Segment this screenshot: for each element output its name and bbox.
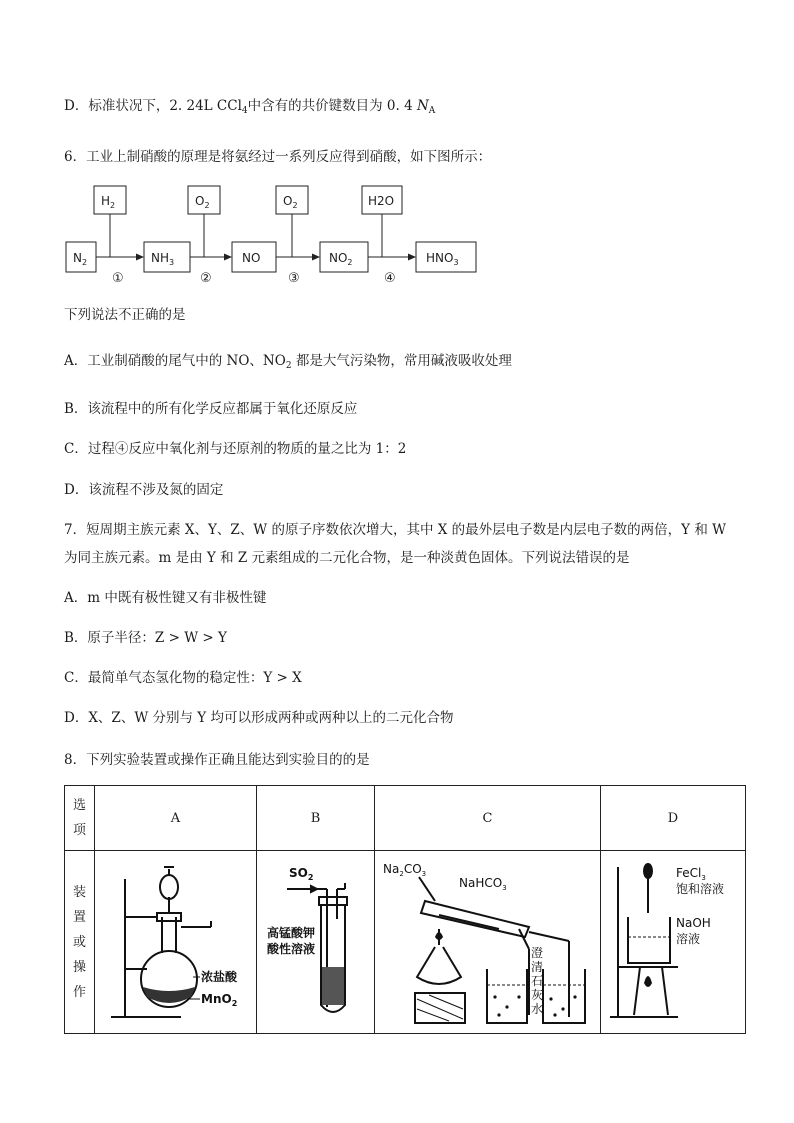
svg-text:NaHCO3: NaHCO$_3$ — [458, 876, 507, 892]
svg-text:浓盐酸: 浓盐酸 — [200, 970, 237, 984]
svg-text:NO: NO — [242, 251, 261, 265]
q5-option-d-na-sub: A — [428, 106, 436, 116]
column-c-header: C — [375, 786, 601, 851]
q5-option-d-text: D．标准状况下，2. 24L CCl — [64, 98, 242, 114]
svg-text:饱和溶液: 饱和溶液 — [676, 882, 725, 896]
apparatus-a-cell — [95, 851, 257, 1034]
apparatus-c-cell — [375, 851, 601, 1034]
q8-apparatus-row — [65, 851, 746, 1034]
q6-stem: 6．工业上制硝酸的原理是将氨经过一系列反应得到硝酸，如下图所示： — [64, 149, 492, 165]
svg-text:NH3: $NH_3$ — [151, 251, 175, 267]
step-3: ③ — [288, 271, 300, 284]
svg-text:灰: 灰 — [530, 988, 543, 1002]
svg-text:NO2: $NO_2$ — [329, 251, 353, 267]
svg-text:酸性溶液: 酸性溶液 — [266, 942, 315, 956]
q7-stem-line1: 7．短周期主族元素 X、Y、Z、W 的原子序数依次增大，其中 X 的最外层电子数是内层电子数的两倍，Y 和 W — [64, 522, 727, 538]
step-4: ④ — [384, 271, 396, 284]
svg-text:SO2: $SO_2$ — [288, 866, 313, 882]
apparatus-c-heating-diagram — [379, 857, 597, 1027]
svg-text:MnO2: MnO$_2$ — [200, 992, 237, 1008]
q5-option-d-sub: 4 — [241, 106, 248, 116]
apparatus-d-beaker-diagram — [604, 857, 742, 1027]
q6-option-a: A．工业制硝酸的尾气中的 NO、$NO_2$ 都是大气污染物，常用碱液吸收处理 — [64, 353, 512, 371]
q6-question: 下列说法不正确的是 — [64, 307, 186, 323]
header-label-cell: 选 项 — [65, 786, 95, 851]
svg-text:水: 水 — [530, 1002, 543, 1016]
q7-option-a: A．m 中既有极性键又有非极性键 — [64, 590, 267, 606]
q6-option-b: B．该流程中的所有化学反应都属于氧化还原反应 — [64, 401, 358, 417]
svg-text:Na2CO3: $Na_2CO_3$ — [382, 862, 426, 878]
q8-options-table — [64, 785, 746, 1034]
svg-text:清: 清 — [530, 960, 543, 974]
svg-text:溶液: 溶液 — [676, 932, 701, 946]
step-2: ② — [200, 271, 212, 284]
svg-text:H2O: H2O — [368, 194, 395, 208]
apparatus-a-flask-diagram — [101, 857, 251, 1027]
apparatus-b-cell — [257, 851, 375, 1034]
q6-option-d: D．该流程不涉及氮的固定 — [64, 482, 224, 498]
step-1: ① — [112, 271, 124, 284]
svg-text:N2: $N_2$ — [73, 251, 88, 267]
svg-text:H2: $H_2$ — [101, 194, 116, 210]
q6-option-c: C．过程④反应中氧化剂与还原剂的物质的量之比为 1：2 — [64, 441, 407, 457]
column-d-header: D — [601, 786, 746, 851]
svg-text:NaOH: NaOH — [676, 916, 711, 930]
q5-option-d-na: N — [416, 98, 429, 114]
svg-text:高锰酸钾: 高锰酸钾 — [266, 926, 315, 940]
q7-option-d: D．X、Z、W 分别与 Y 均可以形成两种或两种以上的二元化合物 — [64, 710, 454, 726]
svg-text:澄: 澄 — [530, 946, 543, 960]
row-label-cell: 装 置 或 操 作 — [65, 851, 95, 1034]
svg-text:O2: $O_2$ — [195, 194, 210, 210]
column-a-header: A — [95, 786, 257, 851]
column-b-header: B — [257, 786, 375, 851]
svg-text:HNO3: $HNO_3$ — [426, 251, 459, 267]
q7-stem-line2: 为同主族元素。m 是由 Y 和 Z 元素组成的二元化合物，是一种淡黄色固体。下列说法错误的是 — [64, 550, 630, 566]
svg-text:O2: $O_2$ — [283, 194, 298, 210]
q5-option-d — [64, 97, 435, 120]
q7-option-b: B．原子半径：Z > W > Y — [64, 630, 227, 646]
apparatus-d-cell — [601, 851, 746, 1034]
q8-stem: 8．下列实验装置或操作正确且能达到实验目的的是 — [64, 752, 370, 768]
apparatus-b-test-tube-diagram — [261, 857, 371, 1027]
svg-text:FeCl3: FeCl$_3$ — [676, 866, 706, 882]
q7-option-c: C．最简单气态氢化物的稳定性：Y > X — [64, 670, 302, 686]
q8-header-row — [65, 786, 746, 851]
q5-option-d-tail: 中含有的共价键数目为 0. 4 — [247, 98, 417, 114]
svg-text:石: 石 — [530, 974, 543, 988]
q6-flow-diagram — [64, 182, 484, 284]
